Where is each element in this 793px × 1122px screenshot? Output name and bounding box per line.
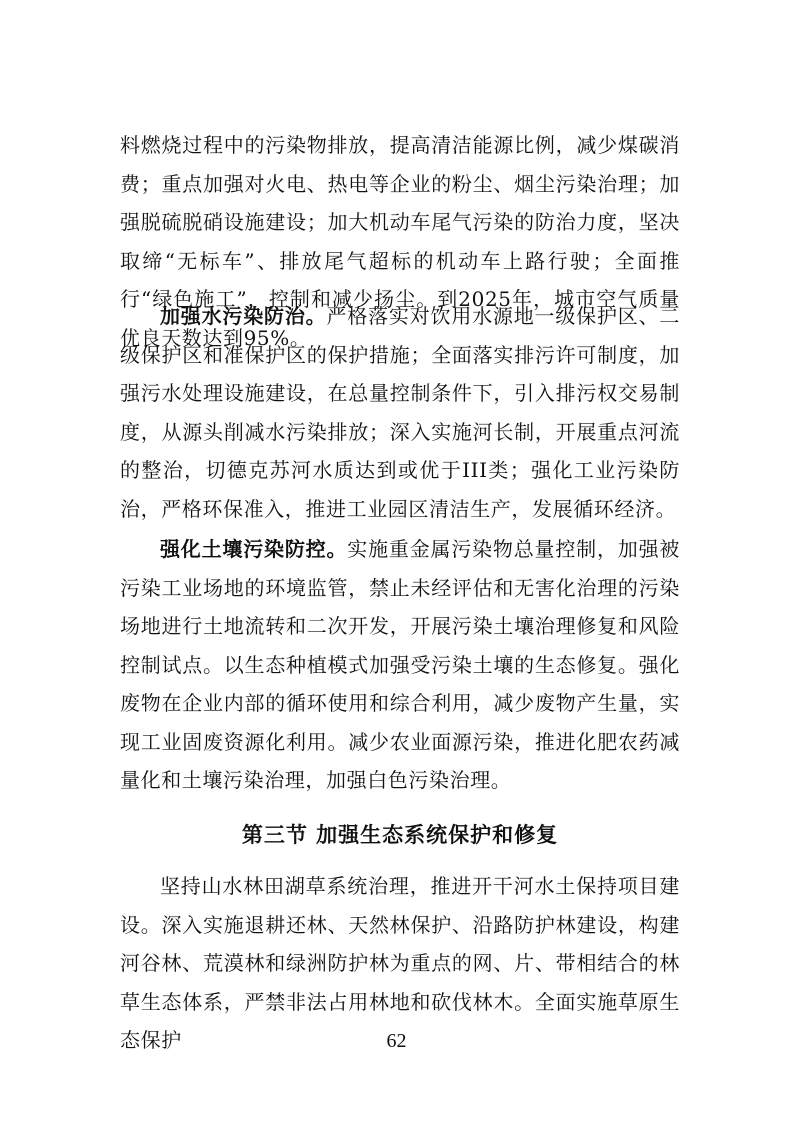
paragraph-lead-soil: 强化土壤污染防控。: [160, 537, 348, 561]
paragraph-body-soil: 实施重金属污染物总量控制，加强被污染工业场地的环境监管，禁止未经评估和无害化治理的污染场地进行土地流转和二次开发，开展污染土壤治理修复和风险控制试点。以生态种植模式加强受污染土壤的生态修复。强化废物在企业内部的循环使用和综合利用，减少废物产生量，实现工业固废资源化利用。减少农业面源污染，推进化肥农药减量化和土壤污染治理，加强白色污染治理。: [120, 537, 680, 792]
page-number: 62: [386, 1030, 407, 1052]
paragraph-body-water: 严格落实对饮用水源地一级保护区、二级保护区和准保护区的保护措施；全面落实排污许可制度，加强污水处理设施建设，在总量控制条件下，引入排污权交易制度，从源头削减水污染排放；深入实施河长制，开展重点河流的整治，切德克苏河水质达到或优于III类；强化工业污染防治，严格环保准入，推进工业园区清洁生产，发展循环经济。: [120, 304, 680, 521]
paragraph-water-pollution: [120, 297, 680, 528]
section-heading: 第三节 加强生态系统保护和修复: [241, 822, 559, 847]
paragraph-lead-water: 加强水污染防治。: [160, 304, 327, 328]
paragraph-text: 坚持山水林田湖草系统治理，推进开干河水土保持项目建设。深入实施退耕还林、天然林保护、沿路防护林建设，构建河谷林、荒漠林和绿洲防护林为重点的网、片、带相结合的林草生态体系，严禁非法占用林地和砍伐林木。全面实施草原生态保护: [120, 874, 680, 1052]
paragraph-text: 料燃烧过程中的污染物排放，提高清洁能源比例，减少煤碳消费；重点加强对火电、热电等企业的粉尘、烟尘污染治理；加强脱硫脱硝设施建设；加大机动车尾气污染的防治力度，坚决取缔“无标车”、排放尾气超标的机动车上路行驶；全面推行“绿色施工”，控制和减少扬尘。到2025年，城市空气质量优良天数达到95%。: [120, 133, 680, 350]
paragraph-soil-pollution: [120, 530, 680, 800]
